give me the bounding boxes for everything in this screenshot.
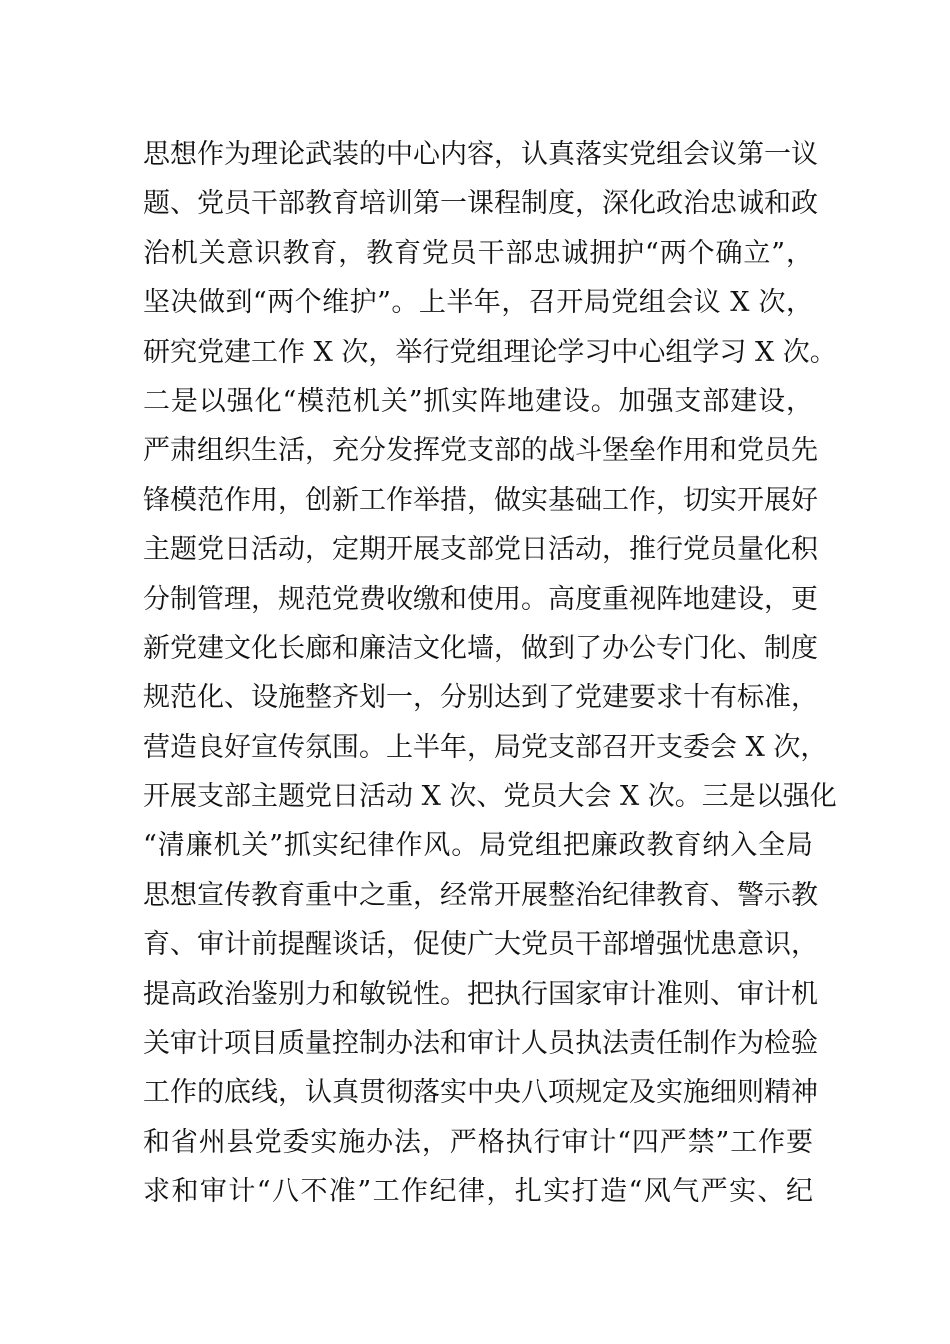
text-line-14: 开展支部主题党日活动 X 次、党员大会 X 次。三是以强化 <box>143 781 837 813</box>
text-line-4: 坚决做到“两个维护”。上半年，召开局党组会议 X 次， <box>143 287 813 319</box>
text-line-8: 锋模范作用，创新工作举措，做实基础工作，切实开展好 <box>143 484 818 516</box>
body-text <box>143 130 837 1217</box>
text-line-22: 求和审计“八不准”工作纪律，扎实打造“风气严实、纪 <box>143 1176 813 1208</box>
text-line-20: 工作的底线，认真贯彻落实中央八项规定及实施细则精神 <box>143 1077 818 1109</box>
text-line-12: 规范化、设施整齐划一，分别达到了党建要求十有标准， <box>143 682 818 714</box>
text-line-5: 研究党建工作 X 次，举行党组理论学习中心组学习 X 次。 <box>143 336 837 368</box>
text-line-11: 新党建文化长廊和廉洁文化墙，做到了办公专门化、制度 <box>143 632 818 664</box>
text-line-18: 提高政治鉴别力和敏锐性。把执行国家审计准则、审计机 <box>143 978 818 1010</box>
text-line-21: 和省州县党委实施办法，严格执行审计“四严禁”工作要 <box>143 1126 813 1158</box>
text-line-13: 营造良好宣传氛围。上半年，局党支部召开支委会 X 次， <box>143 731 828 763</box>
text-line-9: 主题党日活动，定期开展支部党日活动，推行党员量化积 <box>143 534 818 566</box>
text-line-16: 思想宣传教育重中之重，经常开展整治纪律教育、警示教 <box>143 879 818 911</box>
text-line-6: 二是以强化“模范机关”抓实阵地建设。加强支部建设， <box>143 385 813 417</box>
text-line-19: 关审计项目质量控制办法和审计人员执法责任制作为检验 <box>143 1028 818 1060</box>
text-line-7: 严肃组织生活，充分发挥党支部的战斗堡垒作用和党员先 <box>143 435 818 467</box>
text-line-10: 分制管理，规范党费收缴和使用。高度重视阵地建设，更 <box>143 583 818 615</box>
text-line-3: 治机关意识教育，教育党员干部忠诚拥护“两个确立”， <box>143 237 813 269</box>
text-line-15: “清廉机关”抓实纪律作风。局党组把廉政教育纳入全局 <box>143 830 813 862</box>
text-line-2: 题、党员干部教育培训第一课程制度，深化政治忠诚和政 <box>143 188 818 220</box>
text-line-17: 育、审计前提醒谈话，促使广大党员干部增强忧患意识， <box>143 929 818 961</box>
text-line-1: 思想作为理论武装的中心内容，认真落实党组会议第一议 <box>143 139 818 170</box>
